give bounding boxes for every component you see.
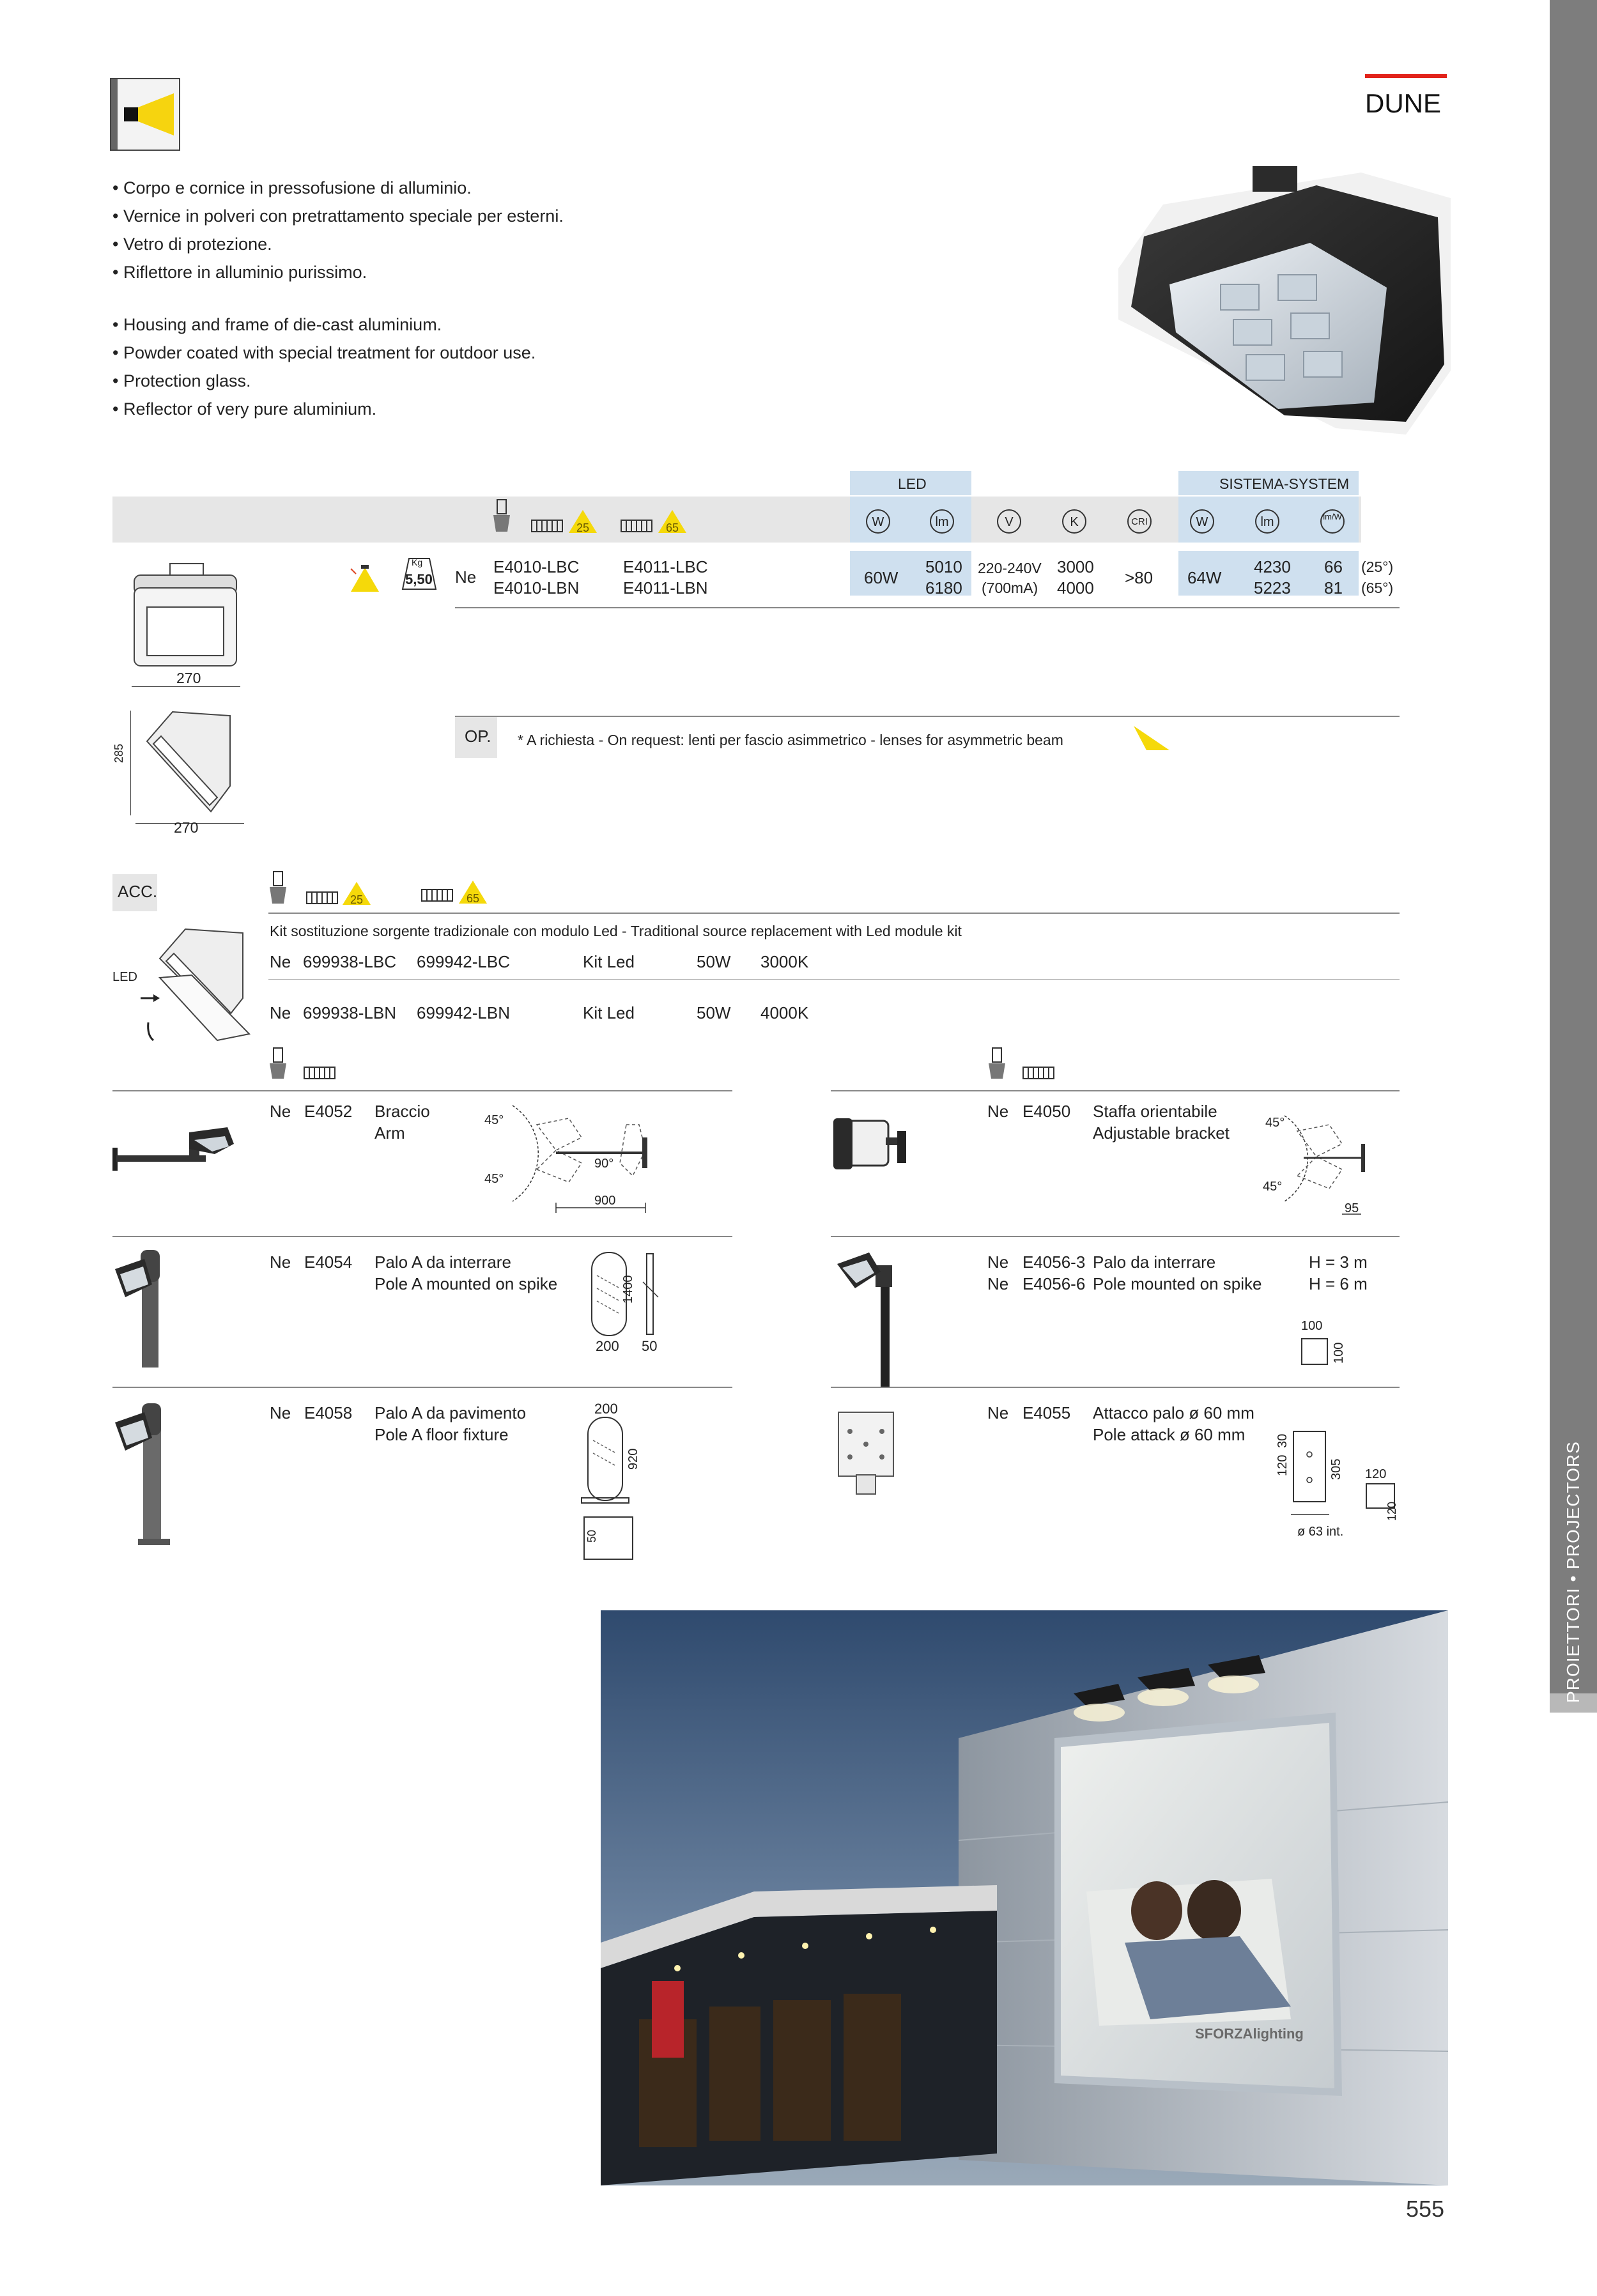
lamp-icon	[268, 872, 288, 905]
item-code: E4058	[304, 1403, 353, 1422]
kit-name: Kit Led	[583, 1003, 635, 1022]
led-lumen: 6180	[925, 578, 962, 597]
option-divider	[455, 716, 1400, 717]
watt-icon: W	[866, 509, 890, 534]
item-name-en: Pole attack ø 60 mm	[1093, 1425, 1246, 1444]
product-code: E4010-LBN	[493, 578, 580, 597]
front-view-drawing	[128, 562, 243, 677]
item-color: Ne	[987, 1102, 1009, 1121]
option-text: * A richiesta - On request: lenti per fascio asimmetrico - lenses for asymmetric beam	[518, 732, 1063, 748]
page-title: DUNE	[1365, 88, 1442, 118]
arm-diagram	[486, 1099, 671, 1214]
arm-angle: 45°	[484, 1172, 504, 1186]
acc-label: ACC.	[118, 882, 158, 901]
feature-item: • Housing and frame of die-cast aluminium.	[112, 315, 442, 334]
asymmetric-beam-icon	[348, 562, 380, 593]
spec-header-row	[112, 497, 1361, 543]
beam-65-label: 65	[666, 521, 679, 534]
item-name-en: Pole A floor fixture	[374, 1425, 509, 1444]
features-it	[112, 174, 564, 286]
feature-item: • Corpo e cornice in pressofusione di alluminio.	[112, 178, 472, 197]
kit-color: Ne	[270, 1003, 291, 1022]
item-name-it: Palo A da interrare	[374, 1252, 511, 1272]
kit-power: 50W	[697, 1003, 731, 1022]
weight-value: 5,50	[405, 571, 433, 587]
feature-item: • Vernice in polveri con pretrattamento speciale per esterni.	[112, 206, 564, 226]
product-code: E4011-LBC	[623, 557, 708, 576]
item-name-it: Staffa orientabile	[1093, 1102, 1217, 1121]
beam-lens-icon	[532, 519, 564, 533]
system-power: 64W	[1187, 568, 1222, 587]
item-name-it: Braccio	[374, 1102, 430, 1121]
item-name-en: Pole A mounted on spike	[374, 1274, 558, 1293]
feature-item: • Riflettore in alluminio purissimo.	[112, 263, 367, 282]
beam-lens-icon	[621, 519, 653, 533]
kit-temp: 4000K	[760, 1003, 809, 1022]
poster-brand: SFORZAlighting	[1195, 2026, 1304, 2042]
lamp-icon	[492, 500, 511, 533]
item-code: E4056-3	[1022, 1252, 1086, 1272]
pole-photo	[831, 1246, 907, 1387]
system-lumen: 5223	[1254, 578, 1291, 597]
acc-grid-divider	[112, 1236, 732, 1237]
lamp-icon	[987, 1048, 1007, 1080]
volt-icon: V	[997, 509, 1021, 534]
acc-grid-divider	[831, 1236, 1400, 1237]
acc-grid-divider	[112, 1090, 732, 1091]
acc-grid-divider	[112, 1387, 732, 1388]
item-name-it: Attacco palo ø 60 mm	[1093, 1403, 1254, 1422]
acc-grid-divider	[831, 1387, 1400, 1388]
pole-spike-photo	[112, 1246, 189, 1374]
features-en	[112, 311, 536, 423]
kit-drawing	[141, 927, 256, 1054]
item-name-en: Arm	[374, 1123, 405, 1143]
weight-unit: Kg	[412, 557, 423, 567]
item-code: E4054	[304, 1252, 353, 1272]
side-tab-label: PROIETTORI • PROJECTORS	[1563, 1441, 1583, 1703]
lumen-icon: lm	[930, 509, 954, 534]
acc-grid-divider	[831, 1090, 1400, 1091]
attack-dim: 120	[1365, 1467, 1387, 1481]
item-color: Ne	[270, 1102, 291, 1121]
system-lumen-icon: lm	[1255, 509, 1279, 534]
floor-pole-base: 50	[585, 1529, 598, 1543]
floor-pole-width: 200	[594, 1401, 618, 1417]
arm-angle: 90°	[594, 1157, 614, 1171]
application-photo	[601, 1610, 1448, 2185]
voltage: 220-240V	[978, 560, 1042, 576]
item-name-it: Palo da interrare	[1093, 1252, 1216, 1272]
item-color: Ne	[987, 1252, 1009, 1272]
feature-item: • Vetro di protezione.	[112, 235, 272, 254]
pole-section-height: 100	[1332, 1342, 1346, 1364]
page-number: 555	[1406, 2196, 1445, 2222]
led-callout: LED	[112, 970, 137, 984]
item-color: Ne	[987, 1403, 1009, 1422]
beam-65-label: 65	[467, 892, 480, 905]
floor-pole-height: 920	[626, 1448, 640, 1470]
product-code: E4010-LBC	[493, 557, 580, 576]
item-code: E4055	[1022, 1403, 1071, 1422]
projector-category-icon	[110, 78, 180, 151]
feature-item: • Protection glass.	[112, 371, 251, 390]
beam-angle: (25°)	[1361, 559, 1394, 575]
kit-temp: 3000K	[760, 952, 809, 971]
pole-depth: 50	[642, 1338, 658, 1354]
pole-height: 1400	[621, 1275, 635, 1304]
pole-height-option: H = 6 m	[1309, 1274, 1368, 1293]
arm-length: 900	[594, 1194, 616, 1208]
beam-angle: (65°)	[1361, 580, 1394, 596]
beam-lens-icon	[304, 1066, 336, 1080]
item-color: Ne	[987, 1274, 1009, 1293]
beam-lens-icon	[422, 888, 454, 902]
kit-code: 699938-LBC	[303, 952, 396, 971]
color-temp: 4000	[1057, 578, 1094, 597]
option-label: OP.	[465, 727, 491, 746]
arm-angle: 45°	[484, 1113, 504, 1127]
color-temp: 3000	[1057, 557, 1094, 576]
lamp-icon	[268, 1048, 288, 1080]
kit-code: 699938-LBN	[303, 1003, 396, 1022]
item-name-en: Adjustable bracket	[1093, 1123, 1230, 1143]
side-view-drawing	[134, 709, 243, 818]
floor-pole-diagram	[582, 1415, 652, 1568]
dimension-line	[130, 711, 131, 815]
pole-attack-photo	[831, 1406, 901, 1502]
beam-25-label: 25	[576, 521, 590, 534]
asymmetric-lens-icon	[1134, 726, 1169, 751]
kit-code: 699942-LBC	[417, 952, 510, 971]
product-photo	[1106, 160, 1463, 441]
beam-lens-icon	[307, 891, 339, 905]
led-power: 60W	[864, 568, 899, 587]
item-color: Ne	[270, 1252, 291, 1272]
efficacy-value: 81	[1324, 578, 1343, 597]
kit-name: Kit Led	[583, 952, 635, 971]
pole-section	[1301, 1338, 1328, 1365]
pole-section-width: 100	[1301, 1319, 1323, 1333]
attack-dim: 120	[1385, 1501, 1398, 1521]
arm-photo	[112, 1125, 240, 1176]
kit-code: 699942-LBN	[417, 1003, 510, 1022]
kit-power: 50W	[697, 952, 731, 971]
pole-width: 200	[596, 1338, 619, 1354]
title-accent-bar	[1365, 74, 1447, 78]
color-code: Ne	[455, 567, 477, 587]
led-group-label: LED	[898, 475, 927, 492]
side-height: 285	[112, 743, 125, 763]
system-lumen: 4230	[1254, 557, 1291, 576]
floor-pole-photo	[112, 1399, 196, 1553]
item-color: Ne	[270, 1403, 291, 1422]
attack-dim: 30	[1276, 1433, 1290, 1448]
led-lumen: 5010	[925, 557, 962, 576]
item-code: E4056-6	[1022, 1274, 1086, 1293]
bracket-angle: 45°	[1263, 1180, 1283, 1194]
attack-dim: 120	[1276, 1454, 1290, 1476]
voltage: (700mA)	[982, 580, 1038, 596]
spec-row-divider	[455, 607, 1400, 608]
bracket-photo	[831, 1112, 914, 1182]
beam-25-label: 25	[350, 893, 364, 906]
bracket-depth: 95	[1345, 1201, 1359, 1215]
kelvin-icon: K	[1062, 509, 1086, 534]
feature-item: • Reflector of very pure aluminium.	[112, 399, 377, 419]
attack-dim: 305	[1329, 1458, 1343, 1480]
product-code: E4011-LBN	[623, 578, 708, 597]
attack-diameter: ø 63 int.	[1297, 1525, 1344, 1539]
cri-value: >80	[1125, 568, 1153, 587]
system-watt-icon: W	[1190, 509, 1214, 534]
item-name-en: Pole mounted on spike	[1093, 1274, 1262, 1293]
bracket-angle: 45°	[1265, 1116, 1285, 1130]
system-group-label: SISTEMA-SYSTEM	[1219, 475, 1350, 492]
acc-divider	[268, 913, 1400, 914]
item-code: E4050	[1022, 1102, 1071, 1121]
beam-lens-icon	[1023, 1066, 1055, 1080]
item-code: E4052	[304, 1102, 353, 1121]
kit-title: Kit sostituzione sorgente tradizionale con modulo Led - Traditional source replacement with Led module kit	[270, 923, 962, 939]
efficacy-icon: lm/W	[1320, 509, 1345, 534]
cri-icon: CRI	[1127, 509, 1152, 534]
feature-item: • Powder coated with special treatment for outdoor use.	[112, 343, 536, 362]
item-name-it: Palo A da pavimento	[374, 1403, 527, 1422]
side-width: 270	[174, 819, 199, 836]
kit-row-divider	[268, 979, 1400, 980]
pole-height-option: H = 3 m	[1309, 1252, 1368, 1272]
front-width: 270	[176, 670, 201, 686]
efficacy-value: 66	[1324, 557, 1343, 576]
spotlight-icon	[111, 79, 179, 150]
kit-color: Ne	[270, 952, 291, 971]
